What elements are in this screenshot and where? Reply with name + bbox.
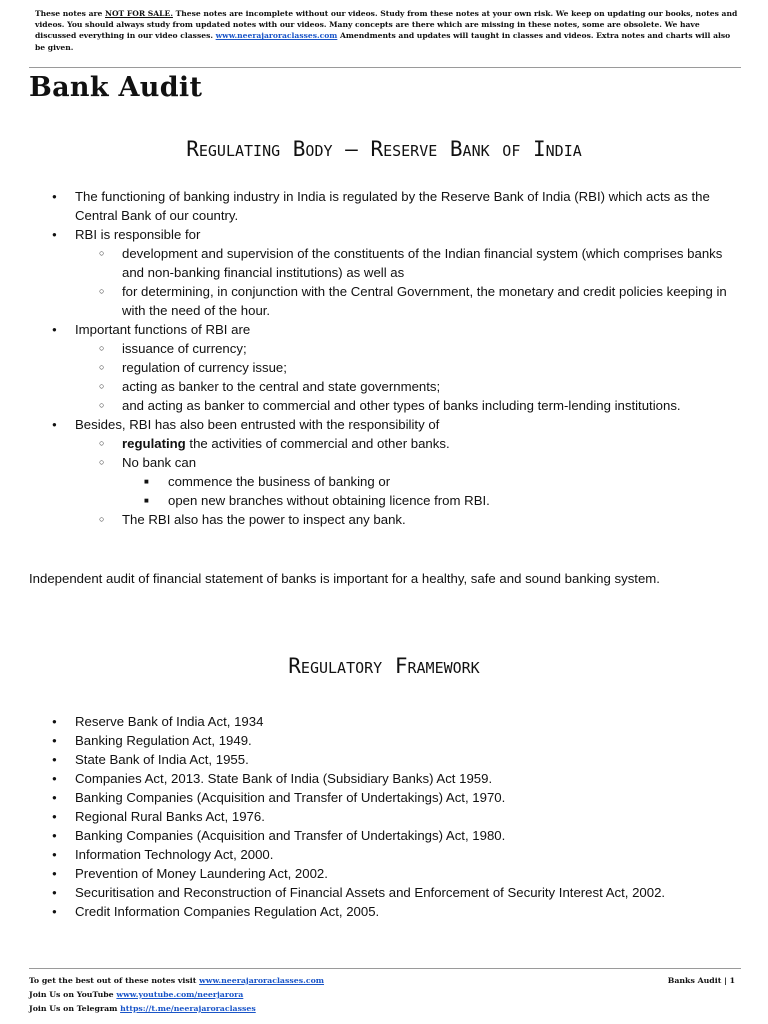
list-item: ○ and acting as banker to commercial and other types of banks including term-lending institutions.	[52, 396, 742, 415]
footer-youtube-link[interactable]: www.youtube.com/neerjarora	[116, 990, 244, 999]
footer-line-website	[29, 974, 739, 988]
page-title: Bank Audit	[29, 72, 203, 103]
list-item: ● Important functions of RBI are	[52, 320, 742, 339]
list-item: ● Securitisation and Reconstruction of Financial Assets and Enforcement of Security Interest Act, 2002.	[52, 883, 742, 902]
list-item: ○ No bank can	[52, 453, 742, 472]
notice-text: These notes are	[35, 9, 105, 18]
list-item	[52, 434, 742, 453]
notice-text: These notes are incomplete without our videos. Study from these notes at your own risk. We keep on updating our books, notes and videos. You should always study from updated notes with our videos. Many concepts are there which are missing in these notes, some are obsolete. We have discussed everything in our video classes.	[35, 9, 738, 41]
section-title-regulating-body: Regulating Body – Reserve Bank of India	[186, 137, 582, 161]
bold-term: regulating	[122, 436, 186, 451]
list-item: ■ open new branches without obtaining licence from RBI.	[52, 491, 742, 510]
list-item: ● Banking Companies (Acquisition and Transfer of Undertakings) Act, 1970.	[52, 788, 742, 807]
footer-label: Join Us on YouTube	[29, 990, 117, 999]
notice-text: Amendments and updates will taught in classes and videos. Extra notes and charts will also be given.	[35, 31, 731, 52]
list-item: ● Credit Information Companies Regulation Act, 2005.	[52, 902, 742, 921]
footer-line-youtube	[29, 988, 739, 1002]
list-item: ● Besides, RBI has also been entrusted with the responsibility of	[52, 415, 742, 434]
list-item: ● Information Technology Act, 2000.	[52, 845, 742, 864]
not-for-sale-label: NOT FOR SALE.	[105, 9, 173, 18]
list-item: ○ acting as banker to the central and state governments;	[52, 377, 742, 396]
list-item: ● Companies Act, 2013. State Bank of India (Subsidiary Banks) Act 1959.	[52, 769, 742, 788]
rbi-list	[52, 187, 742, 529]
list-item: ○ for determining, in conjunction with the Central Government, the monetary and credit policies keeping in with the need of the hour.	[52, 282, 742, 320]
acts-list	[52, 712, 742, 921]
section-title-regulatory-framework: Regulatory Framework	[288, 654, 480, 678]
list-item: ● Banking Regulation Act, 1949.	[52, 731, 742, 750]
footer-divider	[29, 968, 741, 969]
header-divider	[29, 67, 741, 68]
page-number: Banks Audit | 1	[667, 976, 735, 985]
footer-line-telegram	[29, 1002, 739, 1016]
list-item: ● Banking Companies (Acquisition and Transfer of Undertakings) Act, 1980.	[52, 826, 742, 845]
list-item: ● The functioning of banking industry in India is regulated by the Reserve Bank of India (RBI) which acts as the Central Bank of our country.	[52, 187, 742, 225]
list-item: ● RBI is responsible for	[52, 225, 742, 244]
list-item: ● State Bank of India Act, 1955.	[52, 750, 742, 769]
list-item: ○ regulation of currency issue;	[52, 358, 742, 377]
website-link[interactable]: www.neerajaroraclasses.com	[215, 31, 338, 41]
list-item: ○ development and supervision of the constituents of the Indian financial system (which comprises banks and non-banking financial institutions) as well as	[52, 244, 742, 282]
list-item: ○ issuance of currency;	[52, 339, 742, 358]
footer-website-link[interactable]: www.neerajaroraclasses.com	[199, 976, 325, 985]
list-item: ● Reserve Bank of India Act, 1934	[52, 712, 742, 731]
list-item: ○ The RBI also has the power to inspect any bank.	[52, 510, 742, 529]
header-notice	[35, 8, 740, 53]
footer-label: Join Us on Telegram	[29, 1004, 121, 1013]
list-item: ■ commence the business of banking or	[52, 472, 742, 491]
list-item-text: the activities of commercial and other banks.	[185, 436, 450, 451]
list-item: ● Prevention of Money Laundering Act, 2002.	[52, 864, 742, 883]
audit-paragraph: Independent audit of financial statement of banks is important for a healthy, safe and sound banking system.	[29, 571, 660, 586]
list-item: ● Regional Rural Banks Act, 1976.	[52, 807, 742, 826]
footer-label: To get the best out of these notes visit	[29, 976, 200, 985]
footer-telegram-link[interactable]: https://t.me/neerajaroraclasses	[120, 1004, 256, 1013]
footer	[29, 974, 739, 1016]
